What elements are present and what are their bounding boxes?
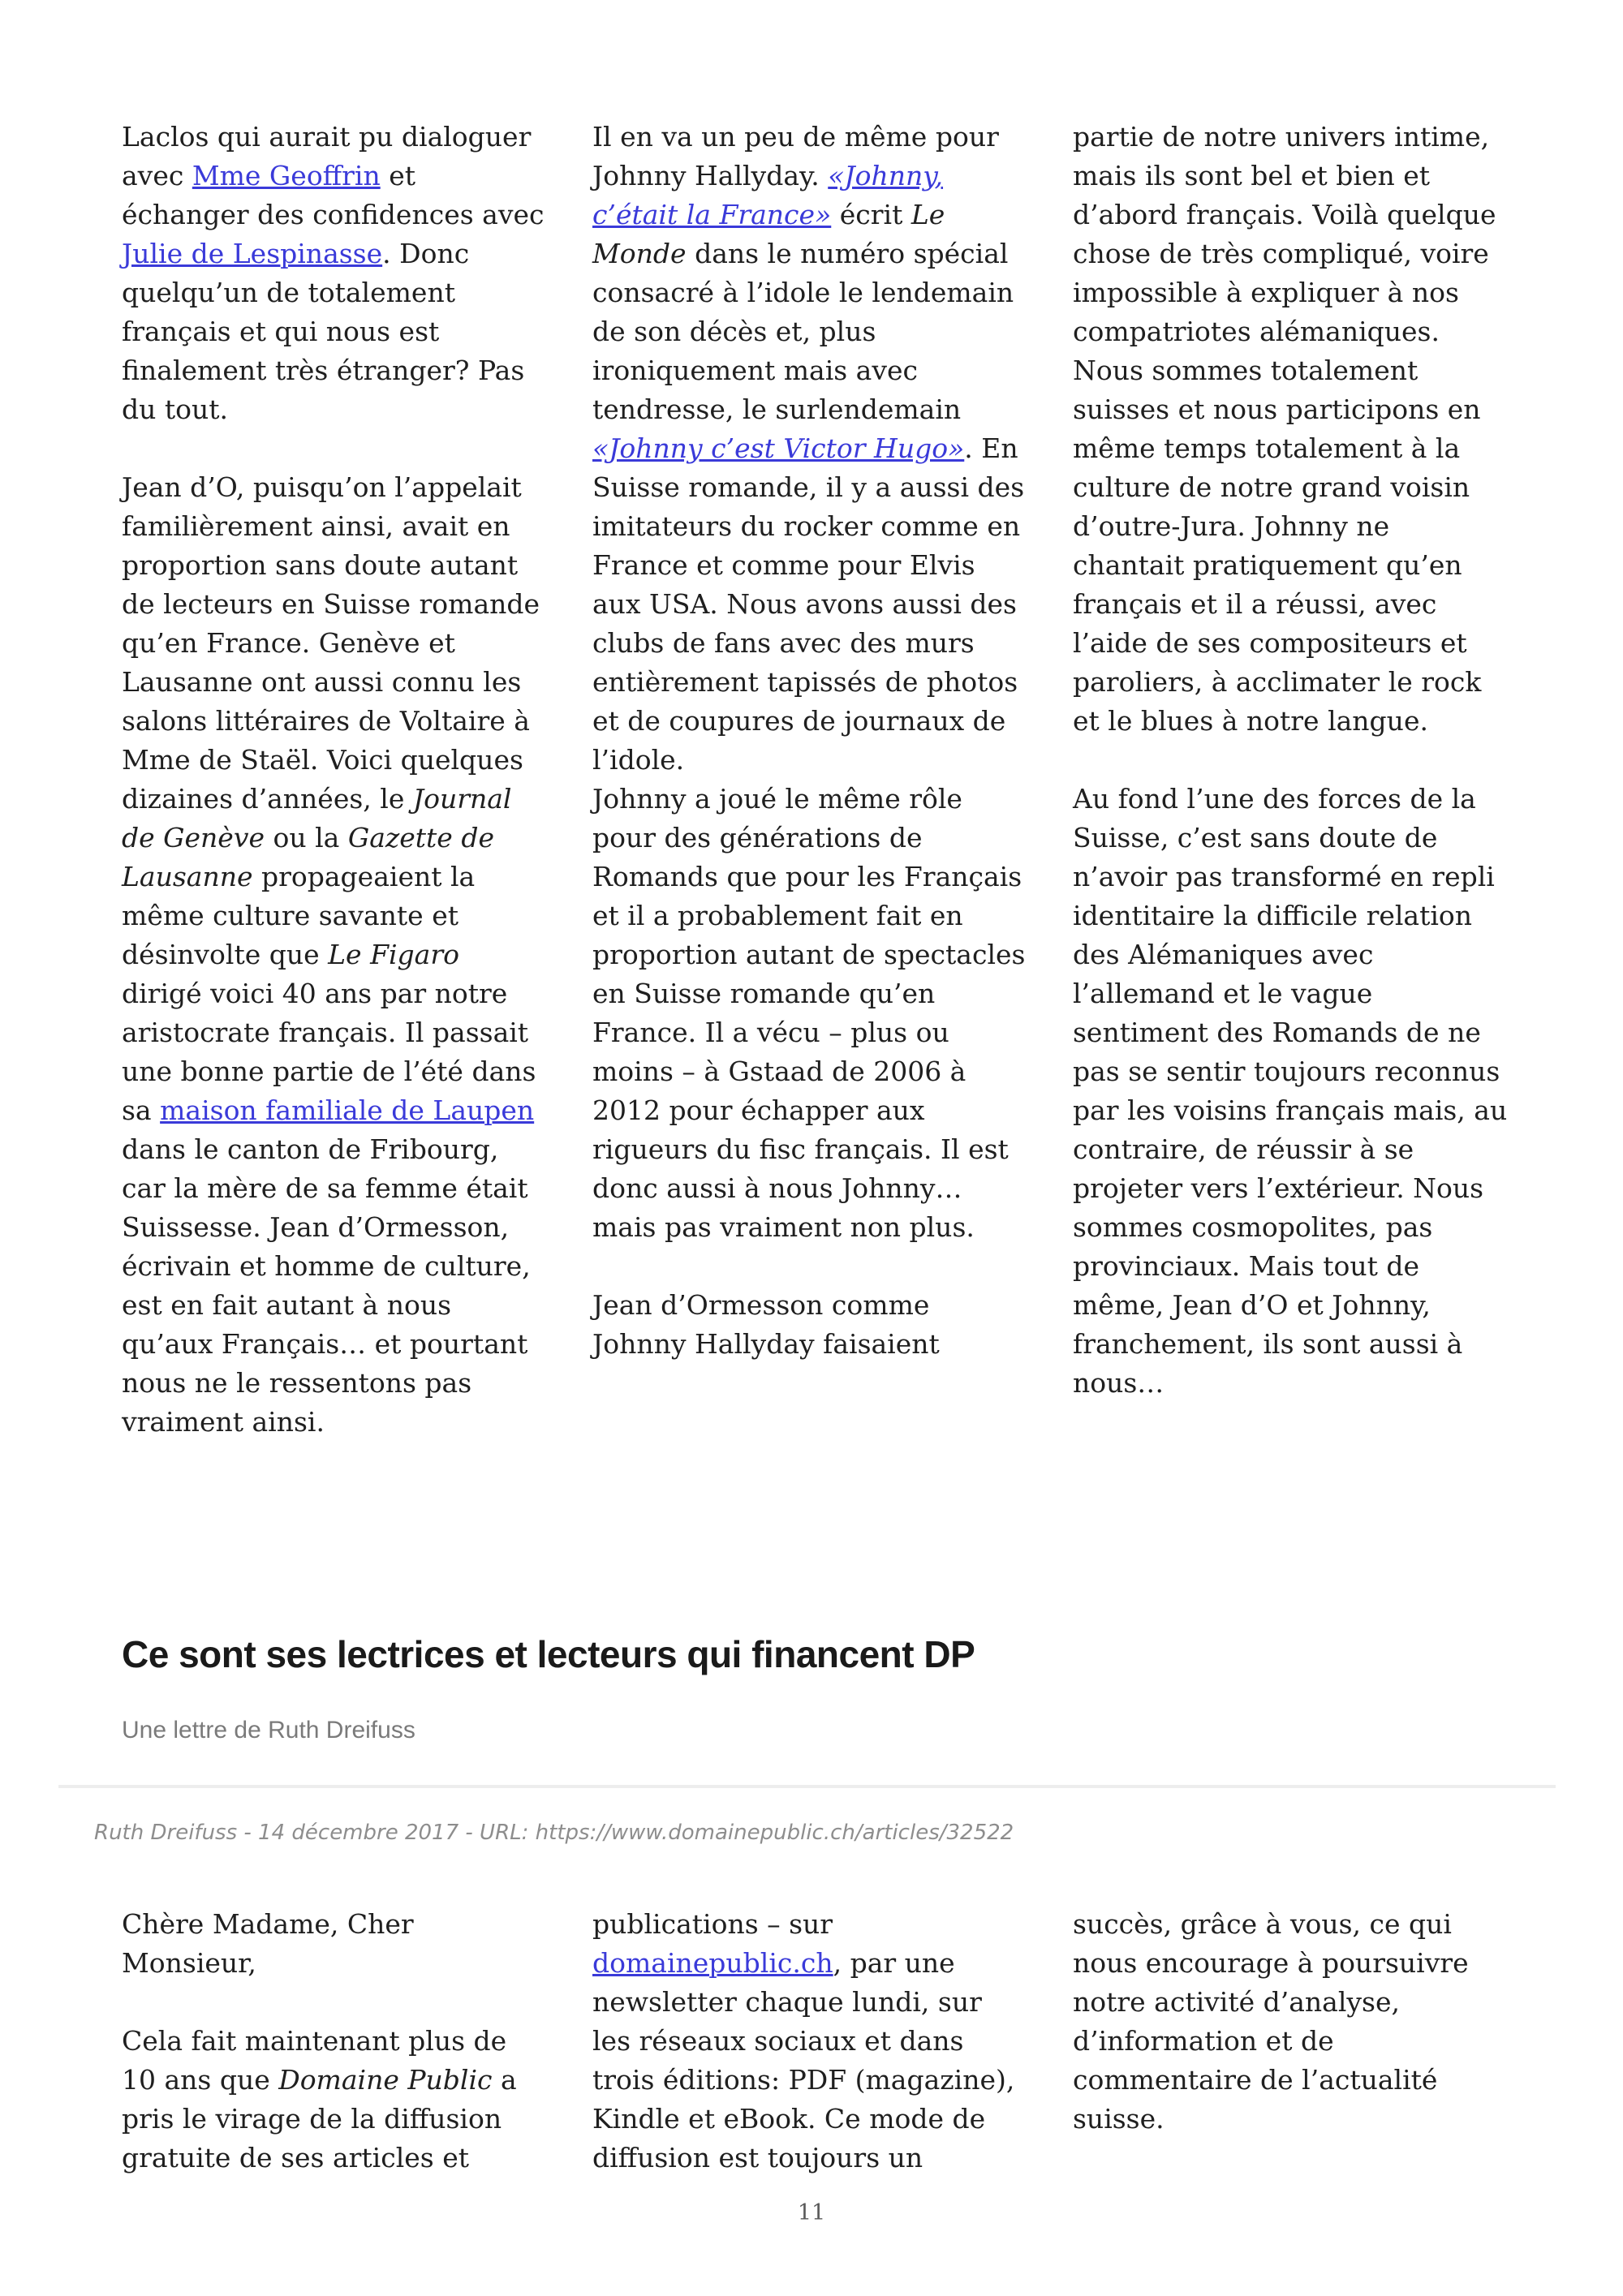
article-1-column-2 xyxy=(592,118,1027,1364)
text-segment: publications – sur xyxy=(592,1908,833,1940)
text-segment: Le Monde xyxy=(592,199,945,269)
text-segment: Jean d’O, puisqu’on l’appelait familièrement ainsi, avait en proportion sans doute autant de lecteurs en Suisse romande qu’en France. Genève et Lausanne ont aussi connu les salons littéraires de Voltaire à Mme de Staël. Voici quelques dizaines d’années, le xyxy=(122,471,540,815)
text-segment: partie de notre univers intime, mais ils sont bel et bien et d’abord français. Voilà quelque chose de très compliqué, voire impossible à expliquer à nos compatriotes alémaniques. Nous sommes totalement suisses et nous participons en même temps totalement à la culture de notre grand voisin d’outre-Jura. Johnny ne chantait pratiquement qu’en français et il a réussi, avec l’aide de ses compositeurs et paroliers, à acclimater le rock et le blues à notre langue. xyxy=(1073,121,1496,737)
inline-link[interactable]: «Johnny c’est Victor Hugo» xyxy=(592,432,965,464)
text-segment: propageaient la même culture savante et désinvolte que xyxy=(122,861,476,970)
text-segment: Laclos qui aurait pu dialoguer avec xyxy=(122,121,532,191)
inline-link[interactable]: Mme Geoffrin xyxy=(192,160,381,191)
text-segment: Johnny a joué le même rôle pour des générations de Romands que pour les Français et il a probablement fait en proportion autant de spectacles en Suisse romande qu’en France. Il a vécu – plus ou moins – à Gstaad de 2006 à 2012 pour échapper aux rigueurs du fisc français. Il est donc aussi à nous Johnny… mais pas vraiment non plus. xyxy=(592,783,1026,1243)
inline-link[interactable]: «Johnny, c’était la France» xyxy=(592,160,944,230)
text-segment: Journal de Genève xyxy=(122,783,512,853)
text-segment: Chère Madame, Cher Monsieur, xyxy=(122,1908,414,1979)
text-segment: a pris le virage de la diffusion gratuite de ses articles et xyxy=(122,2064,517,2173)
inline-link[interactable]: domainepublic.ch xyxy=(592,1947,833,1979)
text-segment: Il en va un peu de même pour Johnny Hallyday. xyxy=(592,121,999,191)
text-segment: ou la xyxy=(265,822,348,853)
text-segment: , par une newsletter chaque lundi, sur les réseaux sociaux et dans trois éditions: PDF (magazine), Kindle et eBook. Ce mode de diffusion est toujours un xyxy=(592,1947,1015,2173)
article-2-column-3 xyxy=(1073,1905,1508,2139)
text-segment: Jean d’Ormesson comme Johnny Hallyday faisaient xyxy=(592,1289,940,1360)
page-number: 11 xyxy=(797,2200,826,2225)
inline-link[interactable]: Julie de Lespinasse xyxy=(122,238,383,269)
inline-link[interactable]: maison familiale de Laupen xyxy=(160,1094,535,1126)
text-segment: dirigé voici 40 ans par notre aristocrate français. Il passait une bonne partie de l’été dans sa xyxy=(122,978,536,1126)
text-segment: . Donc quelqu’un de totalement français et qui nous est finalement très étranger? Pas du tout. xyxy=(122,238,525,425)
text-segment: Gazette de Lausanne xyxy=(122,822,494,892)
text-segment: Cela fait maintenant plus de 10 ans que xyxy=(122,2025,507,2096)
text-segment: Domaine Public xyxy=(278,2064,493,2096)
article-2-subtitle: Une lettre de Ruth Dreifuss xyxy=(122,1717,415,1743)
text-segment: dans le numéro spécial consacré à l’idole le lendemain de son décès et, plus ironiquement mais avec tendresse, le surlendemain xyxy=(592,238,1014,425)
article-2-column-2 xyxy=(592,1905,1027,2178)
text-segment: succès, grâce à vous, ce qui nous encourage à poursuivre notre activité d’analyse, d’information et de commentaire de l’actualité suisse. xyxy=(1073,1908,1469,2135)
text-segment: Au fond l’une des forces de la Suisse, c’est sans doute de n’avoir pas transformé en repli identitaire la difficile relation des Alémaniques avec l’allemand et le vague sentiment des Romands de ne pas se sentir toujours reconnus par les voisins français mais, au contraire, de réussir à se projeter vers l’extérieur. Nous sommes cosmopolites, pas provinciaux. Mais tout de même, Jean d’O et Johnny, franchement, ils sont aussi à nous… xyxy=(1073,783,1508,1399)
article-1-column-1 xyxy=(122,118,547,1442)
text-segment: et échanger des confidences avec xyxy=(122,160,545,230)
text-segment: Le Figaro xyxy=(328,939,459,970)
article-2-title: Ce sont ses lectrices et lecteurs qui financent DP xyxy=(122,1633,975,1675)
text-segment: dans le canton de Fribourg, car la mère de sa femme était Suissesse. Jean d’Ormesson, écrivain et homme de culture, est en fait autant à nous qu’aux Français… et pourtant nous ne le ressentons pas vraiment ainsi. xyxy=(122,1133,531,1438)
article-2-byline: Ruth Dreifuss - 14 décembre 2017 - URL: https://www.domainepublic.ch/articles/32522 xyxy=(94,1821,1014,1845)
article-1-column-3 xyxy=(1073,118,1508,1403)
text-segment: . En Suisse romande, il y a aussi des imitateurs du rocker comme en France et comme pour Elvis aux USA. Nous avons aussi des clubs de fans avec des murs entièrement tapissés de photos et de coupures de journaux de l’idole. xyxy=(592,432,1025,776)
text-segment: écrit xyxy=(831,199,911,230)
article-2-column-1 xyxy=(122,1905,547,2178)
section-divider xyxy=(58,1785,1556,1788)
